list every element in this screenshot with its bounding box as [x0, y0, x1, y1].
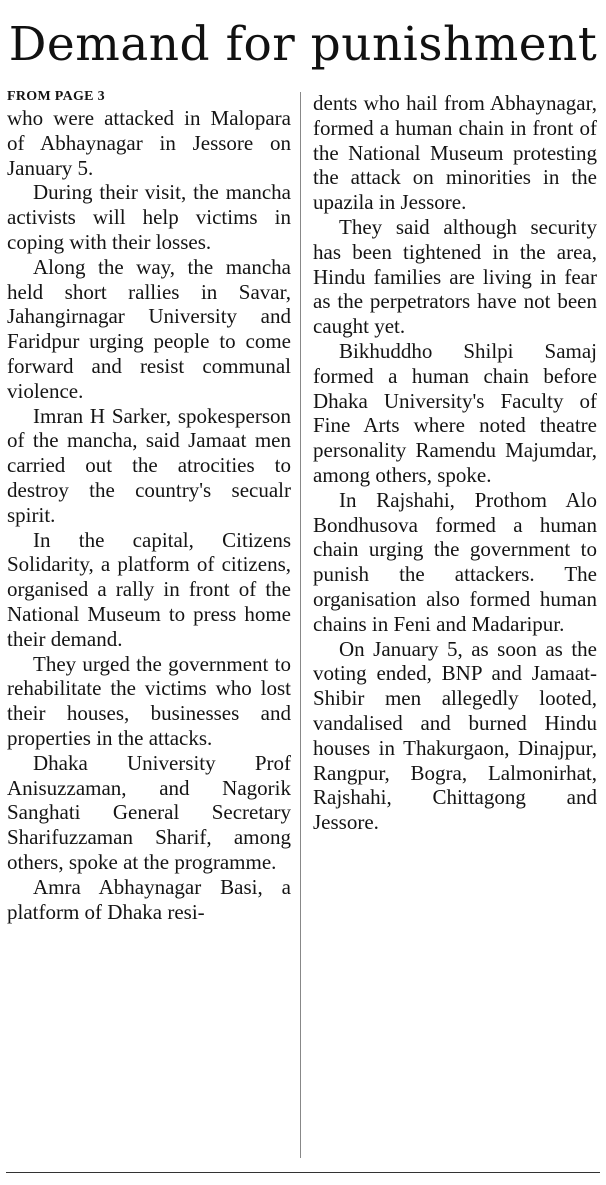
- dateline: FROM PAGE 3: [7, 89, 105, 104]
- paragraph: On January 5, as soon as the voting ended, BNP and Jamaat-Shibir men allegedly looted, vandalised and burned Hindu houses in Thakurgaon, Dinajpur, Rangpur, Bogra, Lalmonirhat, Rajshahi, Chittagong and Jessore.: [313, 636, 597, 835]
- paragraph: dents who hail from Abhaynagar, formed a human chain in front of the National Museum protesting the attack on minorities in the upazila in Jessore.: [313, 91, 597, 215]
- paragraph: Imran H Sarker, spokesperson of the mancha, said Jamaat men carried out the atrocities to destroy the country's secualr spirit.: [7, 403, 291, 527]
- paragraph: They urged the government to rehabilitate the victims who lost their houses, businesses and properties in the attacks.: [7, 651, 291, 750]
- paragraph: In the capital, Citizens Solidarity, a platform of citizens, organised a rally in front of the National Museum to press home their demand.: [7, 527, 291, 651]
- paragraph: Dhaka University Prof Anisuzzaman, and Nagorik Sanghati General Secretary Sharifuzzaman Sharif, among others, spoke at the programme.: [7, 750, 291, 874]
- paragraph: In Rajshahi, Prothom Alo Bondhusova formed a human chain urging the government to punish the attackers. The organisation also formed human chains in Feni and Madaripur.: [313, 487, 597, 636]
- paragraph: Bikhuddho Shilpi Samaj formed a human chain before Dhaka University's Faculty of Fine Arts where noted theatre personality Ramendu Majumdar, among others, spoke.: [313, 338, 597, 487]
- paragraph: During their visit, the mancha activists will help victims in coping with their losses.: [7, 180, 291, 254]
- paragraph: who were attacked in Malopara of Abhaynagar in Jessore on January 5.: [7, 106, 291, 180]
- headline: Demand for punishment: [8, 17, 598, 72]
- right-column: [313, 91, 597, 835]
- paragraph: Along the way, the mancha held short rallies in Savar, Jahangirnagar University and Faridpur urging people to come forward and resist communal violence.: [7, 254, 291, 403]
- left-column: [7, 88, 291, 924]
- paragraph: They said although security has been tightened in the area, Hindu families are living in fear as the perpetrators have not been caught yet.: [313, 214, 597, 339]
- column-divider: [300, 92, 301, 1158]
- paragraph: Amra Abhaynagar Basi, a platform of Dhaka resi-: [7, 874, 291, 924]
- bottom-rule: [6, 1172, 600, 1173]
